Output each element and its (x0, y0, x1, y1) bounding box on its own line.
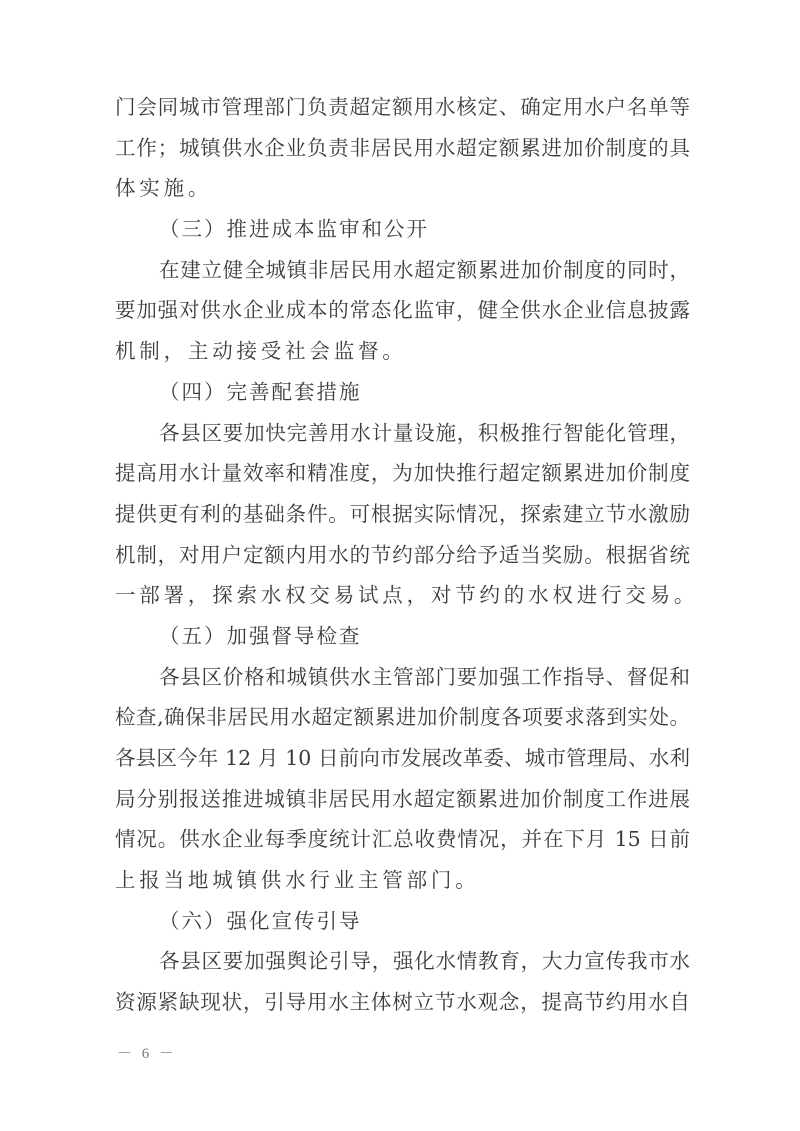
paragraph-line: 各县区今年 12 月 10 日前向市发展改革委、城市管理局、水利 (115, 746, 690, 770)
section-heading: （五）加强督导检查 (159, 623, 362, 648)
paragraph-line: 在建立健全城镇非居民用水超定额累进加价制度的同时， (159, 257, 690, 282)
paragraph-line: 检查,确保非居民用水超定额累进加价制度各项要求落到实处。 (115, 705, 690, 730)
paragraph-line: 要加强对供水企业成本的常态化监审，健全供水企业信息披露 (115, 298, 690, 323)
document-page (115, 87, 699, 1023)
paragraph-line: 局分别报送推进城镇非居民用水超定额累进加价制度工作进展 (115, 786, 690, 811)
paragraph-line: 机制，对用户定额内用水的节约部分给予适当奖励。根据省统 (115, 542, 690, 567)
paragraph-line: 各县区要加强舆论引导，强化水情教育，大力宣传我市水 (159, 949, 690, 974)
section-heading: （三）推进成本监审和公开 (159, 217, 429, 242)
section-heading: （四）完善配套措施 (159, 379, 362, 404)
paragraph-line: 各县区价格和城镇供水主管部门要加强工作指导、督促和 (159, 664, 690, 689)
paragraph-line: 资源紧缺现状，引导用水主体树立节水观念，提高节约用水自 (115, 990, 690, 1015)
paragraph-line: 一部署，探索水权交易试点，对节约的水权进行交易。 (115, 583, 699, 608)
paragraph-line: 提高用水计量效率和精准度，为加快推行超定额累进加价制度 (115, 461, 690, 486)
section-heading: （六）强化宣传引导 (159, 908, 362, 933)
paragraph-line: 提供更有利的基础条件。可根据实际情况，探索建立节水激励 (115, 501, 690, 526)
paragraph-line: 各县区要加快完善用水计量设施，积极推行智能化管理， (159, 420, 690, 445)
paragraph-line: 门会同城市管理部门负责超定额用水核定、确定用水户名单等 (115, 95, 690, 119)
paragraph-line: 工作；城镇供水企业负责非居民用水超定额累进加价制度的具 (115, 135, 690, 160)
paragraph-line: 上报当地城镇供水行业主管部门。 (115, 868, 480, 893)
page-number: － 6 － (117, 1046, 178, 1062)
paragraph-line: 机制，主动接受社会监督。 (115, 339, 407, 364)
paragraph-line: 体实施。 (115, 176, 213, 201)
paragraph-line: 情况。供水企业每季度统计汇总收费情况，并在下月 15 日前 (115, 827, 690, 852)
